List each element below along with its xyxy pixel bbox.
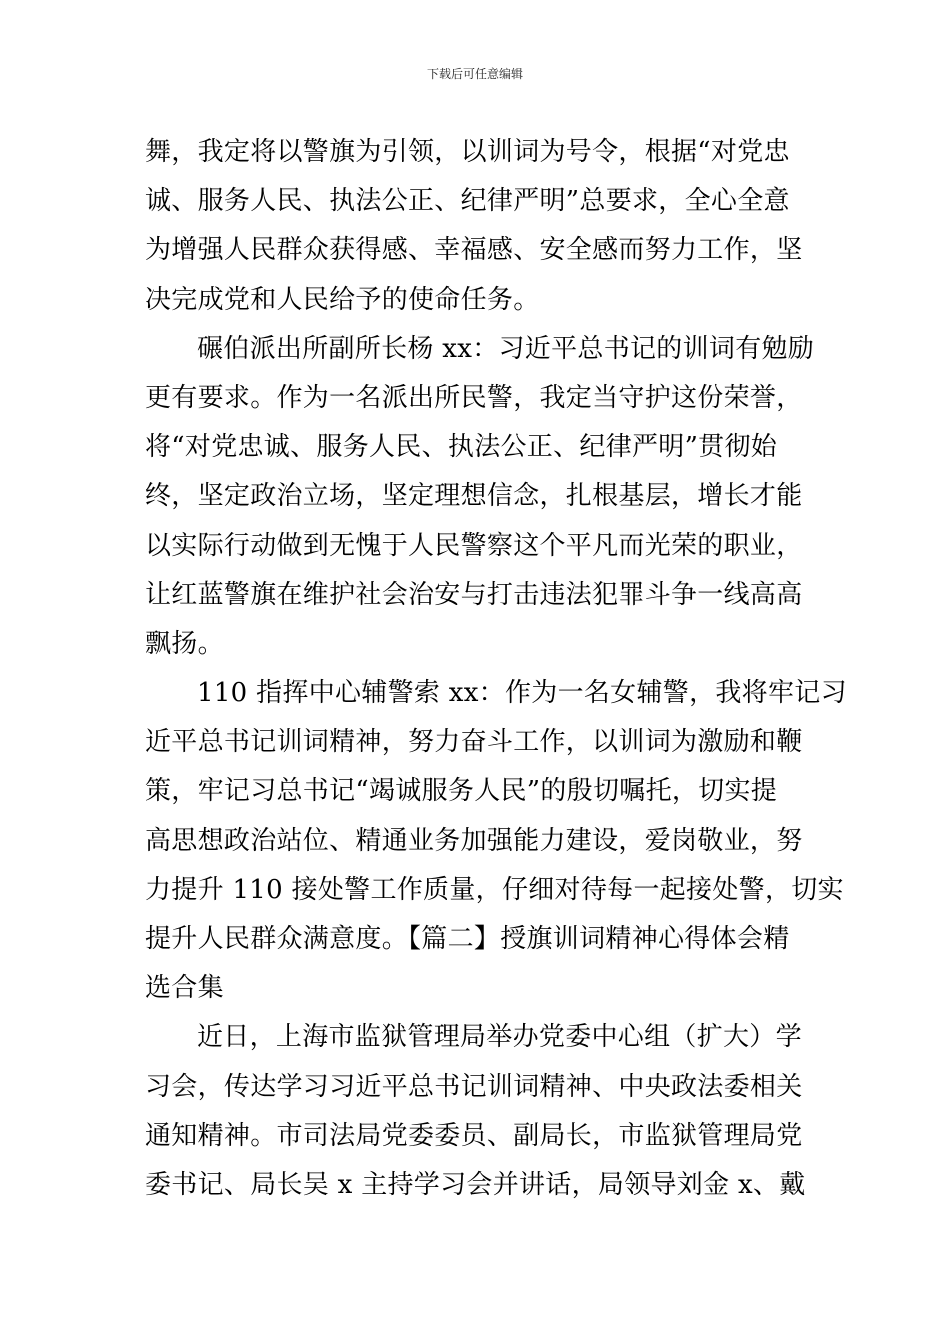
text-line: 近平总书记训词精神，努力奋斗工作，以训词为激励和鞭 bbox=[145, 727, 803, 758]
text-line: 决完成党和人民给予的使命任务。 bbox=[145, 284, 540, 315]
text-line: 选合集 bbox=[145, 973, 224, 1004]
text-line: 碾伯派出所副所长杨 xx：习近平总书记的训词有勉励 bbox=[197, 333, 815, 364]
text-line: 高思想政治站位、精通业务加强能力建设，爱岗敬业，努 bbox=[145, 825, 803, 856]
text-line: 委书记、局长吴 x 主持学习会并讲话，局领导刘金 x、戴 bbox=[145, 1169, 806, 1200]
text-line: 通知精神。市司法局党委委员、副局长，市监狱管理局党 bbox=[145, 1120, 803, 1151]
text-line: 策，牢记习总书记“竭诚服务人民”的殷切嘱托，切实提 bbox=[145, 776, 778, 807]
text-line: 近日，上海市监狱管理局举办党委中心组（扩大）学 bbox=[197, 1022, 802, 1053]
page-header: 下载后可任意编辑 bbox=[426, 67, 523, 81]
paragraph-4 bbox=[145, 1013, 807, 1210]
text-line: 终，坚定政治立场，坚定理想信念，扎根基层，增长才能 bbox=[145, 481, 803, 512]
text-line: 习会，传达学习习近平总书记训词精神、中央政法委相关 bbox=[145, 1071, 803, 1102]
text-line: 诚、服务人民、执法公正、纪律严明”总要求，全心全意 bbox=[145, 186, 790, 217]
document-body bbox=[145, 128, 847, 1210]
text-line: 以实际行动做到无愧于人民警察这个平凡而光荣的职业， bbox=[145, 530, 803, 561]
text-line: 110 指挥中心辅警索 xx：作为一名女辅警，我将牢记习 bbox=[197, 678, 847, 709]
text-line: 将“对党忠诚、服务人民、执法公正、纪律严明”贯彻始 bbox=[145, 432, 778, 463]
text-line: 为增强人民群众获得感、幸福感、安全感而努力工作，坚 bbox=[145, 235, 803, 266]
text-line: 提升人民群众满意度。【篇二】授旗训词精神心得体会精 bbox=[145, 924, 790, 954]
paragraph-1 bbox=[145, 128, 807, 325]
paragraph-3 bbox=[145, 669, 847, 1013]
text-line: 让红蓝警旗在维护社会治安与打击违法犯罪斗争一线高高 bbox=[145, 579, 803, 610]
text-line: 力提升 110 接处警工作质量，仔细对待每一起接处警，切实 bbox=[145, 874, 844, 905]
paragraph-2 bbox=[145, 325, 815, 669]
text-line: 飘扬。 bbox=[145, 628, 224, 659]
text-line: 更有要求。作为一名派出所民警，我定当守护这份荣誉， bbox=[145, 382, 803, 413]
text-line: 舞，我定将以警旗为引领，以训词为号令，根据“对党忠 bbox=[145, 137, 790, 167]
